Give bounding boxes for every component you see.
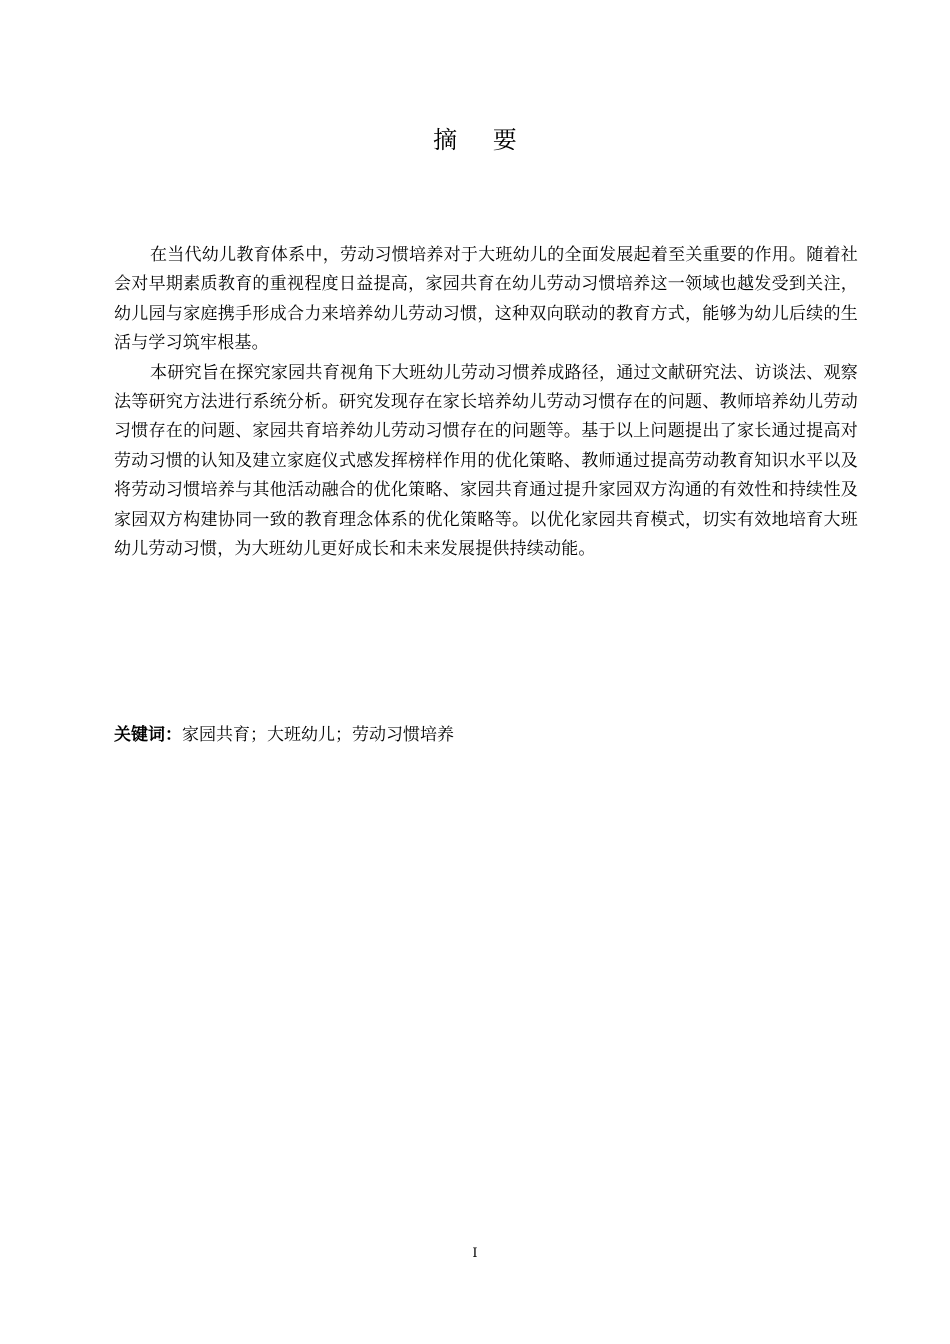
abstract-paragraph-1: 在当代幼儿教育体系中，劳动习惯培养对于大班幼儿的全面发展起着至关重要的作用。随着社会对早期素质教育的重视程度日益提高，家园共育在幼儿劳动习惯培养这一领域也越发受到关注，幼儿园与家庭携手形成合力来培养幼儿劳动习惯，这种双向联动的教育方式，能够为幼儿后续的生活与学习筑牢根基。 xyxy=(114,245,858,354)
keywords-line xyxy=(114,721,858,750)
abstract-body xyxy=(114,241,858,564)
keywords-label: 关键词： xyxy=(114,725,182,745)
keywords-text: 家园共育；大班幼儿；劳动习惯培养 xyxy=(182,725,454,745)
abstract-paragraph-2: 本研究旨在探究家园共育视角下大班幼儿劳动习惯养成路径，通过文献研究法、访谈法、观察法等研究方法进行系统分析。研究发现存在家长培养幼儿劳动习惯存在的问题、教师培养幼儿劳动习惯存在的问题、家园共育培养幼儿劳动习惯存在的问题等。基于以上问题提出了家长通过提高对劳动习惯的认知及建立家庭仪式感发挥榜样作用的优化策略、教师通过提高劳动教育知识水平以及将劳动习惯培养与其他活动融合的优化策略、家园共育通过提升家园双方沟通的有效性和持续性及家园双方构建协同一致的教育理念体系的优化策略等。以优化家园共育模式，切实有效地培育大班幼儿劳动习惯，为大班幼儿更好成长和未来发展提供持续动能。 xyxy=(114,362,858,560)
page-title: 摘 要 xyxy=(433,126,531,154)
page-number: I xyxy=(472,1246,478,1261)
